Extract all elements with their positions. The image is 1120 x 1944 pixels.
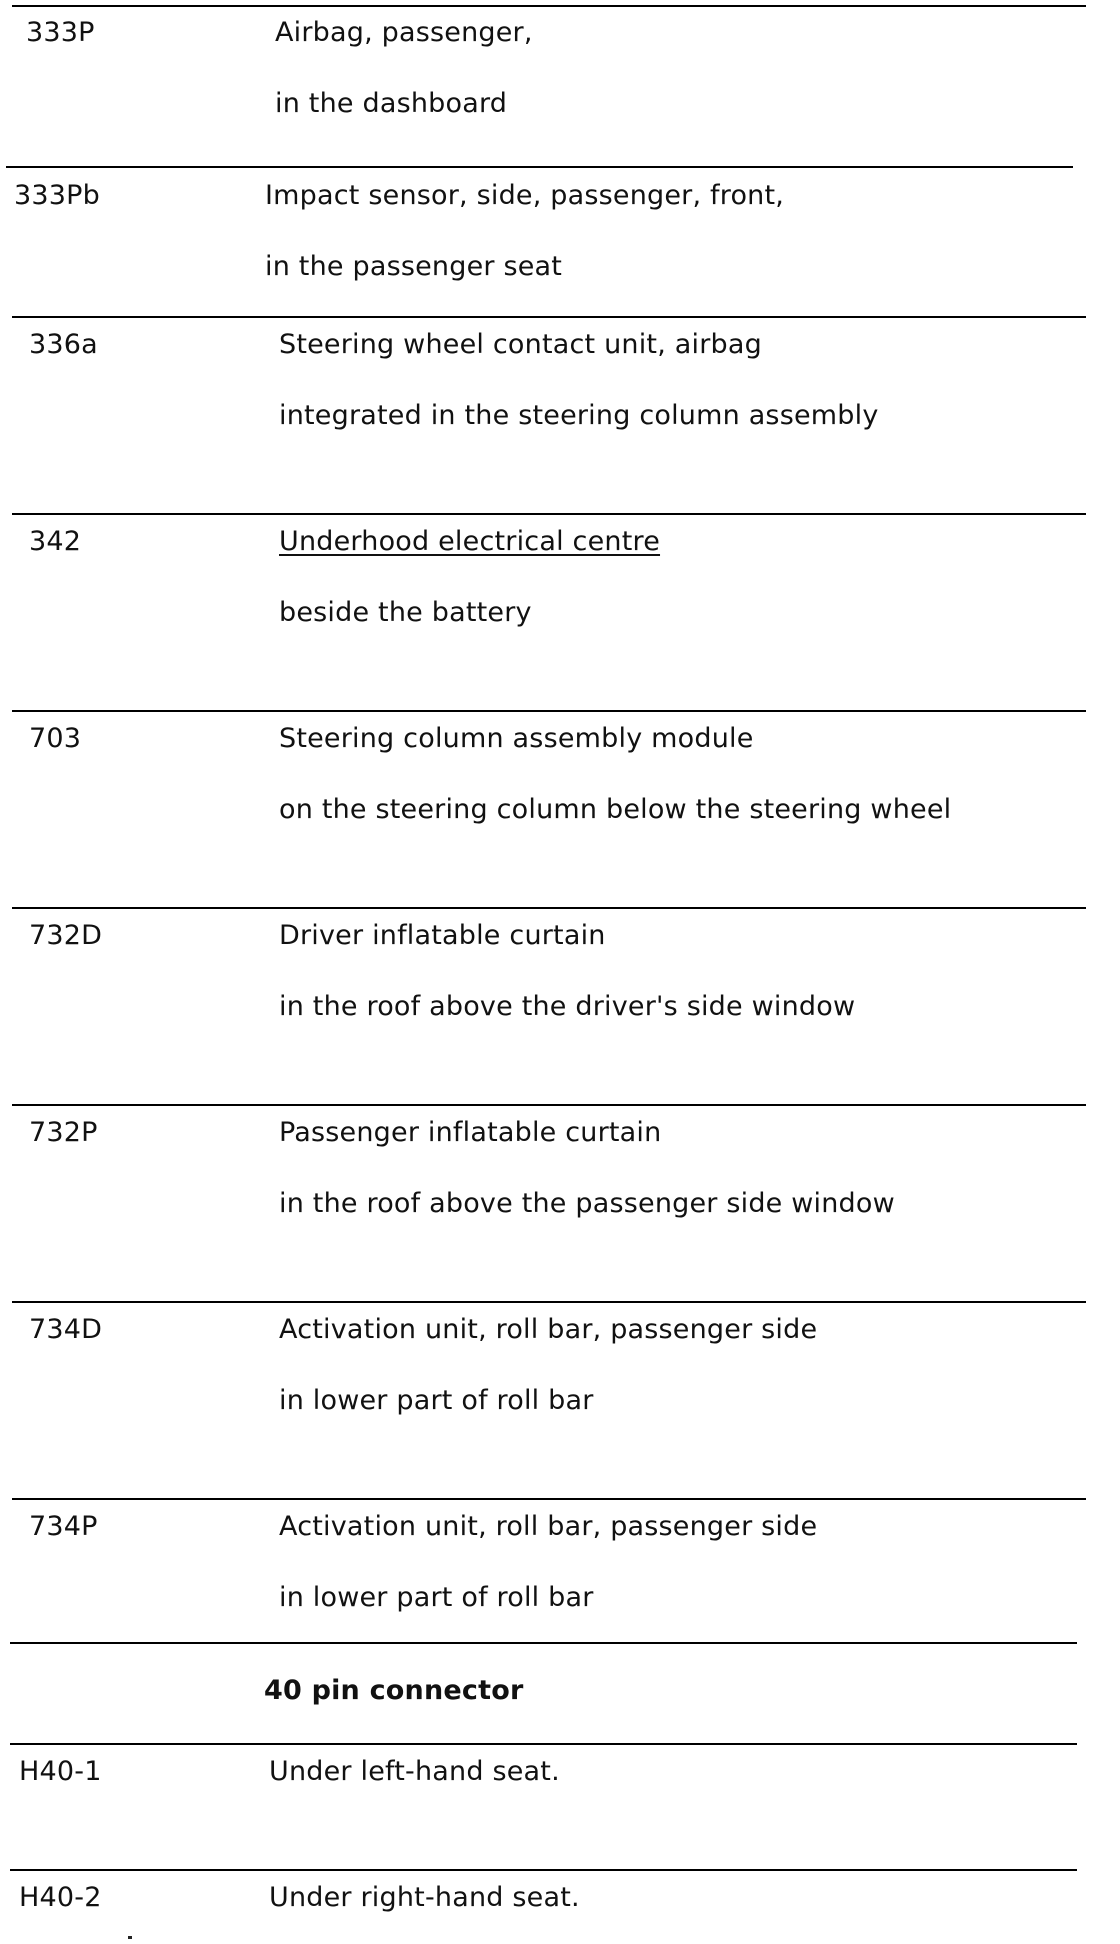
row-divider <box>12 5 1086 7</box>
component-location: in lower part of roll bar <box>279 1385 594 1416</box>
component-description: Steering column assembly module <box>279 723 754 754</box>
row-divider <box>10 1743 1077 1745</box>
component-description: Passenger inflatable curtain <box>279 1117 662 1148</box>
component-code: 342 <box>29 526 82 557</box>
row-divider <box>10 1869 1077 1871</box>
component-description: Activation unit, roll bar, passenger side <box>279 1314 818 1345</box>
component-code: 336a <box>29 329 98 360</box>
component-code: 734P <box>29 1511 98 1542</box>
connector-location: Under right-hand seat. <box>269 1882 580 1913</box>
connector-code: H40-1 <box>19 1756 102 1787</box>
connector-code: H40-2 <box>19 1882 102 1913</box>
component-location: in lower part of roll bar <box>279 1582 594 1613</box>
component-location: on the steering column below the steering wheel <box>279 794 952 825</box>
row-divider <box>12 1498 1086 1500</box>
component-location: in the roof above the passenger side window <box>279 1188 895 1219</box>
component-description: Impact sensor, side, passenger, front, <box>265 180 785 211</box>
connector-location: Under left-hand seat. <box>269 1756 560 1787</box>
row-divider <box>6 166 1073 168</box>
row-divider <box>12 1104 1086 1106</box>
component-code: 333Pb <box>14 180 100 211</box>
component-location: in the roof above the driver's side window <box>279 991 856 1022</box>
row-divider <box>12 710 1086 712</box>
component-code: 732P <box>29 1117 98 1148</box>
component-location: in the passenger seat <box>265 251 563 282</box>
component-code: 732D <box>29 920 103 951</box>
component-location: in the dashboard <box>275 88 508 119</box>
component-description-link[interactable]: Underhood electrical centre <box>279 526 661 557</box>
component-description: Airbag, passenger, <box>275 17 533 48</box>
component-code: 333P <box>26 17 95 48</box>
section-heading: 40 pin connector <box>264 1675 524 1706</box>
component-description: Steering wheel contact unit, airbag <box>279 329 762 360</box>
component-description: Driver inflatable curtain <box>279 920 606 951</box>
component-description: Activation unit, roll bar, passenger side <box>279 1511 818 1542</box>
scan-speck <box>128 1936 132 1939</box>
row-divider <box>12 907 1086 909</box>
component-code: 703 <box>29 723 82 754</box>
row-divider <box>12 316 1086 318</box>
component-code: 734D <box>29 1314 103 1345</box>
row-divider <box>12 513 1086 515</box>
row-divider <box>12 1301 1086 1303</box>
row-divider <box>10 1642 1077 1644</box>
component-location: beside the battery <box>279 597 532 628</box>
component-location: integrated in the steering column assembly <box>279 400 879 431</box>
